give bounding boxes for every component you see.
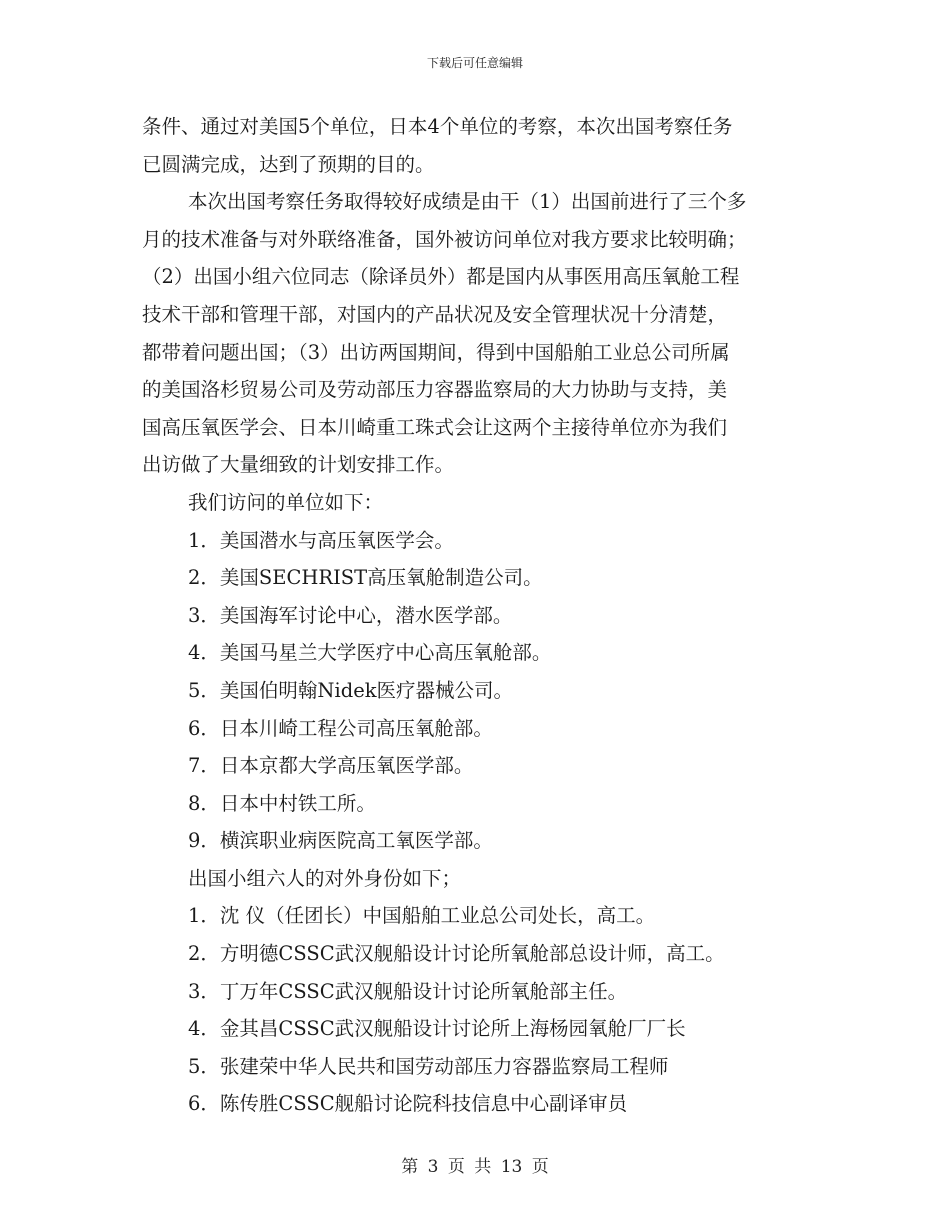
document-body: [142, 108, 822, 1123]
text-line: 1．沈 仪（任团长）中国船舶工业总公司处长，高工。: [188, 904, 656, 928]
page-header-note: 下载后可任意编辑: [426, 56, 523, 70]
text-line: （2）出国小组六位同志（除译员外）都是国内从事医用高压氧舱工程: [142, 265, 740, 289]
text-line: 出访做了大量细致的计划安排工作。: [142, 453, 455, 477]
text-line: 9．横滨职业病医院高工氧医学部。: [188, 829, 493, 853]
text-line: 国高压氧医学会、日本川崎重工珠式会让这两个主接待单位亦为我们: [142, 415, 728, 439]
text-line: 7．日本京都大学高压氧医学部。: [188, 754, 474, 778]
text-line: 我们访问的单位如下：: [188, 490, 384, 514]
text-line: 5．美国伯明翰Nidek医疗器械公司。: [188, 678, 514, 702]
text-line: 技术干部和管理干部，对国内的产品状况及安全管理状况十分清楚，: [142, 302, 728, 326]
text-line: 本次出国考察任务取得较好成绩是由干（1）出国前进行了三个多: [188, 190, 747, 214]
text-line: 6．日本川崎工程公司高压氧舱部。: [188, 716, 493, 740]
text-line: 5．张建荣中华人民共和国劳动部压力容器监察局工程师: [188, 1054, 669, 1078]
text-line: 已圆满完成，达到了预期的目的。: [142, 152, 435, 176]
text-line: 3．美国海军讨论中心，潜水医学部。: [188, 603, 513, 627]
text-line: 4．金其昌CSSC武汉舰船设计讨论所上海杨园氧舱厂厂长: [188, 1017, 686, 1041]
text-line: 出国小组六人的对外身份如下；: [188, 866, 462, 890]
text-line: 1．美国潜水与高压氧医学会。: [188, 528, 454, 552]
text-line: 2．美国SECHRIST高压氧舱制造公司。: [188, 566, 543, 590]
text-line: 8．日本中村铁工所。: [188, 791, 376, 815]
text-line: 3．丁万年CSSC武汉舰船设计讨论所氧舱部主任。: [188, 979, 628, 1003]
page-number-footer: 第 3 页 共 13 页: [401, 1157, 549, 1177]
text-line: 的美国洛杉贸易公司及劳动部压力容器监察局的大力协助与支持，美: [142, 378, 728, 402]
text-line: 月的技术准备与对外联络准备，国外被访问单位对我方要求比较明确；: [142, 227, 747, 251]
text-line: 4．美国马星兰大学医疗中心高压氧舱部。: [188, 641, 552, 665]
text-line: 都带着问题出国；（3）出访两国期间，得到中国船舶工业总公司所属: [142, 340, 730, 364]
text-line: 6．陈传胜CSSC舰船讨论院科技信息中心副译审员: [188, 1092, 628, 1116]
text-line: 条件、通过对美国5个单位，日本4个单位的考察，本次出国考察任务: [142, 115, 733, 138]
text-line: 2．方明德CSSC武汉舰船设计讨论所氧舱部总设计师，高工。: [188, 942, 725, 966]
